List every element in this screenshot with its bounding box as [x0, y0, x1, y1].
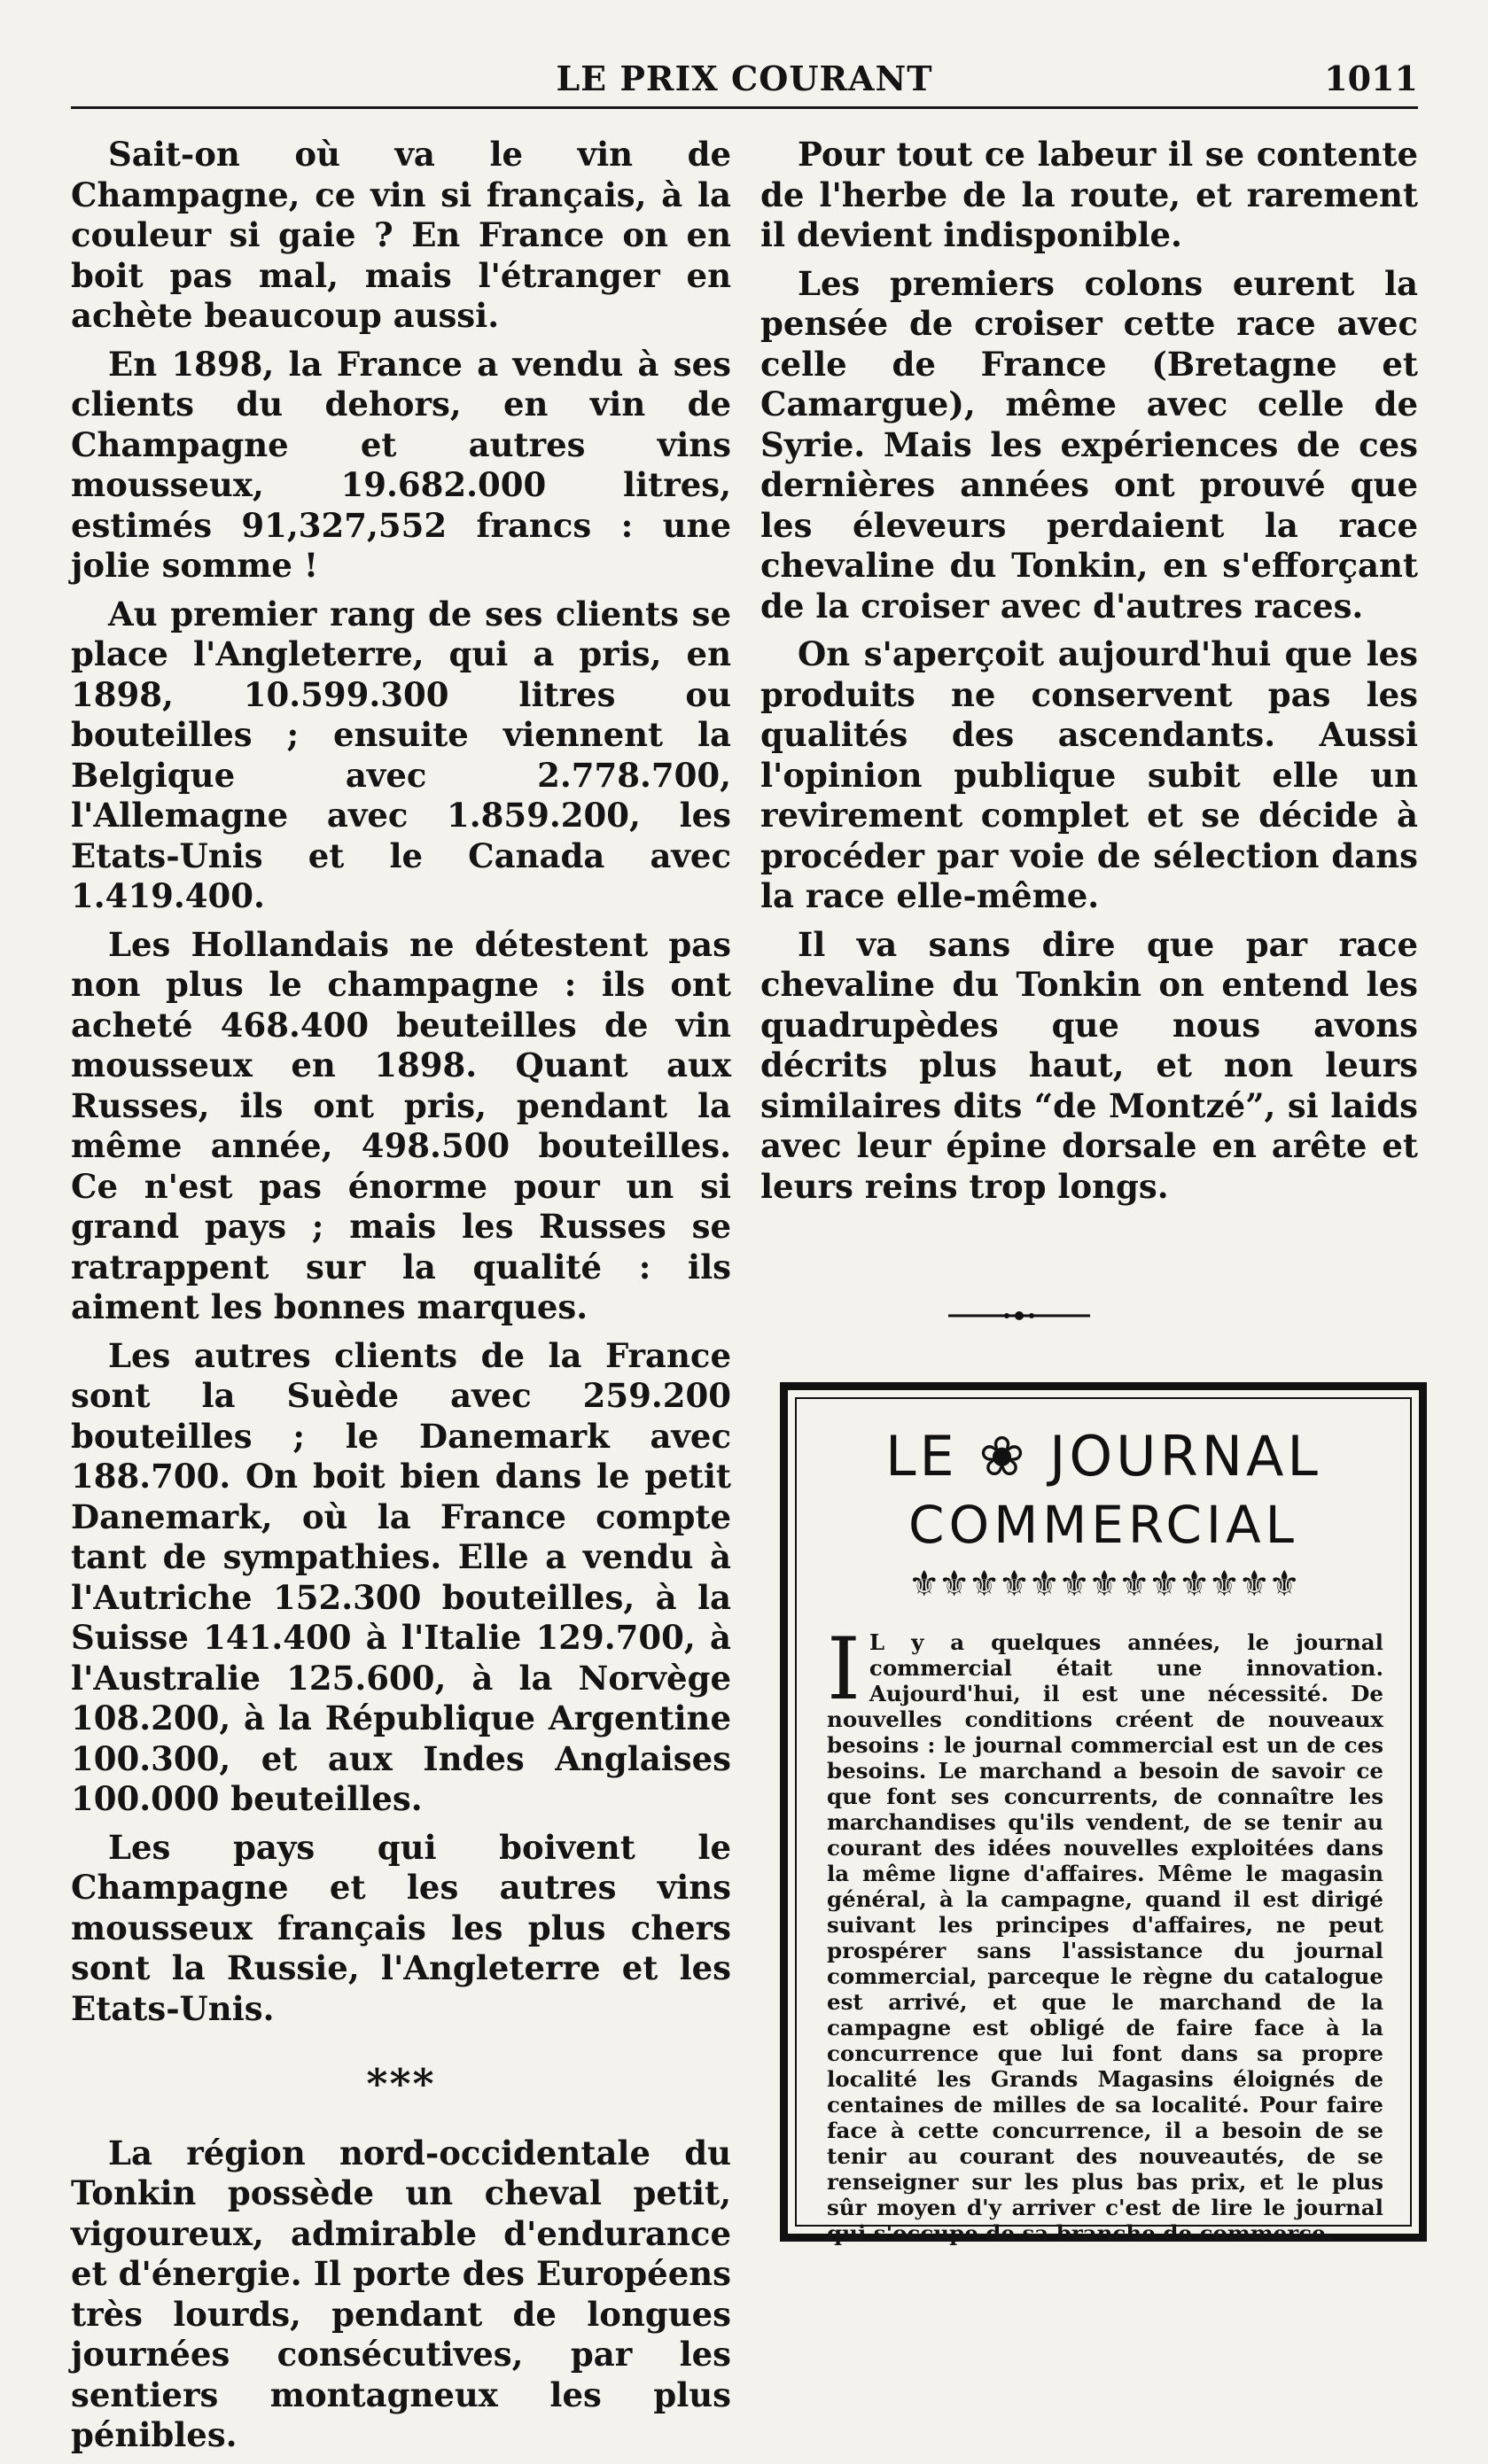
paragraph: En 1898, la France a vendu à ses clients du dehors, en vin de Champagne et autres vins mousseux, 19.682.000 litres, estimés 91,327,552 francs : une jolie somme ! — [71, 344, 731, 585]
page-header — [71, 53, 1418, 109]
paragraph: On s'aperçoit aujourd'hui que les produits ne conservent pas les qualités des ascendants. Aussi l'opinion publique subit elle un revirement complet et se décide à procéder par voie de sélection dans la race elle-même. — [760, 634, 1418, 915]
paragraph: Sait-on où va le vin de Champagne, ce vin si français, à la couleur si gaie ? En France on en boit pas mal, mais l'étranger en achète beaucoup aussi. — [71, 135, 731, 335]
running-title: LE PRIX COURANT — [556, 58, 933, 98]
paragraph: Pour tout ce labeur il se contente de l'herbe de la route, et rarement il devient indisponible. — [760, 135, 1418, 254]
left-column — [71, 135, 731, 2464]
paragraph: Les autres clients de la France sont la Suède avec 259.200 bouteilles ; le Danemark avec 188.700. On boit bien dans le petit Danemark, où la France compte tant de sympathies. Elle a vendu à l'Autriche 152.300 bouteilles, à la Suisse 141.400 à l'Italie 129.700, à l'Australie 125.600, à la Norvège 108.200, à la République Argentine 100.300, et aux Indes Anglaises 100.000 beuteilles. — [71, 1335, 731, 1818]
advertisement-body: L y a quelques années, le journal commercial était une innovation. Aujourd'hui, il est une nécessité. De nouvelles conditions créent de nouveaux besoins : le journal commercial est un de ces besoins. Le marchand a besoin de savoir ce que font ses concurrents, de connaître les marchandises qu'ils vendent, de se tenir au courant des idées nouvelles exploitées dans la même ligne d'affaires. Même le magasin général, à la campagne, quand il est dirigé suivant les principes d'affaires, ne peut prospérer sans l'assistance du journal commercial, parceque le règne du catalogue est arrivé, et que le marchand de la campagne est obligé de faire face à la concurrence que lui font dans sa propre localité les Grands Magasins éloignés de centaines de milles de sa localité. Pour faire face à cette concurrence, il a besoin de se tenir au courant des nouveautés, de se renseigner sur les plus bas prix, et le plus sûr moyen d'y arriver c'est de lire le journal qui s'occupe de sa branche de commerce. — [827, 1629, 1383, 2246]
paragraph: La région nord-occidentale du Tonkin possède un cheval petit, vigoureux, admirable d'endurance et d'énergie. Il porte des Européens très lourds, pendant de longues journées consécutives, par les sentiers montagneux les plus pénibles. — [71, 2133, 731, 2454]
drop-cap: I — [827, 1620, 861, 1719]
section-separator: *** — [366, 2060, 436, 2108]
paragraph: Il va sans dire que par race chevaline du Tonkin on entend les quadrupèdes que nous avons décrits plus haut, et non leurs similaires dits “de Montzé”, si laids avec leur épine dorsale en arête et leurs reins trop longs. — [760, 924, 1418, 1206]
advertisement-box — [780, 1382, 1427, 2246]
paragraph: Les premiers colons eurent la pensée de croiser cette race avec celle de France (Bretagne et Camargue), même avec celle de Syrie. Mais les expériences de ces dernières années ont prouvé que les éleveurs perdaient la race chevaline du Tonkin, en s'efforçant de la croiser avec d'autres races. — [760, 263, 1418, 626]
paragraph: Au premier rang de ses clients se place l'Angleterre, qui a pris, en 1898, 10.599.300 litres ou bouteilles ; ensuite viennent la Belgique avec 2.778.700, l'Allemagne avec 1.859.200, les Etats-Unis et le Canada avec 1.419.400. — [71, 594, 731, 915]
advertisement-title: LE ❀ JOURNAL — [885, 1424, 1321, 1489]
right-column — [760, 135, 1418, 1215]
paragraph: Les Hollandais ne détestent pas non plus le champagne : ils ont acheté 468.400 beuteilles de vin mousseux en 1898. Quant aux Russes, ils ont pris, pendant la même année, 498.500 bouteilles. Ce n'est pas énorme pour un si grand pays ; mais les Russes se ratrappent sur la qualité : ils aiment les bonnes marques. — [71, 924, 731, 1326]
advertisement-subtitle: COMMERCIAL — [908, 1495, 1298, 1555]
paragraph: Les pays qui boivent le Champagne et les autres vins mousseux français les plus chers sont la Russie, l'Angleterre et les Etats-Unis. — [71, 1827, 731, 2028]
fleur-de-lis-border-icon: ⚜⚜⚜⚜⚜⚜⚜⚜⚜⚜⚜⚜⚜ — [908, 1564, 1299, 1605]
page-number: 1011 — [1324, 58, 1418, 98]
ornamental-rule — [948, 1310, 1090, 1322]
advertisement-text — [827, 1620, 1383, 2246]
